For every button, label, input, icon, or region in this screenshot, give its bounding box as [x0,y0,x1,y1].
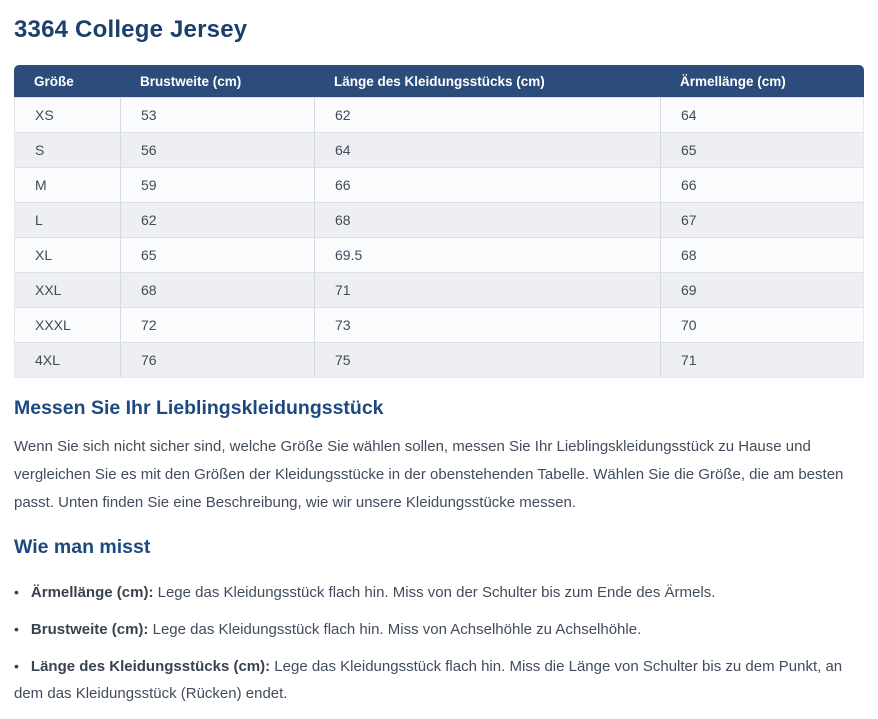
column-header-sleeve: Ärmellänge (cm) [660,65,864,97]
column-header-length: Länge des Kleidungsstücks (cm) [314,65,660,97]
bullet-icon: • [14,584,19,600]
size-table-body [14,97,864,378]
table-row [14,307,864,342]
table-header-row [14,65,864,97]
table-cell-size: 4XL [14,342,120,378]
table-row [14,167,864,202]
table-cell-sleeve: 70 [660,307,864,342]
table-row [14,237,864,272]
table-cell-size: XS [14,97,120,132]
table-cell-sleeve: 67 [660,202,864,237]
table-cell-sleeve: 66 [660,167,864,202]
table-cell-size: XXXL [14,307,120,342]
table-cell-length: 64 [314,132,660,167]
page-title: 3364 College Jersey [14,16,248,43]
table-row [14,272,864,307]
table-cell-size: S [14,132,120,167]
table-cell-chest: 72 [120,307,314,342]
list-item [14,653,864,707]
table-cell-chest: 59 [120,167,314,202]
table-row [14,342,864,378]
table-cell-length: 71 [314,272,660,307]
table-cell-chest: 56 [120,132,314,167]
table-row [14,202,864,237]
bullet-text: Lege das Kleidungsstück flach hin. Miss die Länge von Schulter bis zu dem Punkt, an dem das Kleidungsstück (Rücken) endet. [14,658,843,702]
size-table [14,65,864,378]
table-cell-length: 75 [314,342,660,378]
size-guide-page [0,16,878,707]
table-cell-sleeve: 69 [660,272,864,307]
list-item [14,579,864,606]
bullet-text: Lege das Kleidungsstück flach hin. Miss von Achselhöhle zu Achselhöhle. [148,621,642,638]
table-cell-size: XXL [14,272,120,307]
column-header-size: Größe [14,65,120,97]
list-item [14,616,864,643]
table-cell-size: M [14,167,120,202]
table-cell-chest: 65 [120,237,314,272]
table-cell-size: L [14,202,120,237]
table-cell-sleeve: 71 [660,342,864,378]
size-table-header [14,65,864,97]
table-cell-length: 68 [314,202,660,237]
bullet-icon: • [14,658,19,674]
column-header-chest: Brustweite (cm) [120,65,314,97]
table-cell-length: 62 [314,97,660,132]
measure-instructions-list [14,579,864,707]
table-cell-size: XL [14,237,120,272]
table-row [14,97,864,132]
table-cell-chest: 76 [120,342,314,378]
table-cell-sleeve: 65 [660,132,864,167]
how-to-measure-heading: Wie man misst [14,536,151,558]
table-cell-sleeve: 68 [660,237,864,272]
table-cell-sleeve: 64 [660,97,864,132]
measure-favorite-heading: Messen Sie Ihr Lieblingskleidungsstück [14,397,384,419]
table-row [14,132,864,167]
table-cell-length: 66 [314,167,660,202]
table-cell-length: 73 [314,307,660,342]
table-cell-length: 69.5 [314,237,660,272]
table-cell-chest: 53 [120,97,314,132]
table-cell-chest: 62 [120,202,314,237]
bullet-icon: • [14,621,19,637]
bullet-label: Brustweite (cm): [30,621,149,638]
bullet-label: Ärmellänge (cm): [30,584,154,601]
measure-description: Wenn Sie sich nicht sicher sind, welche Größe Sie wählen sollen, messen Sie Ihr Lieblingskleidungsstück zu Hause und vergleichen Sie es mit den Größen der Kleidungsstücke in der obenstehenden Tabelle. Wählen Sie die Größe, die am besten passt. Unten finden Sie eine Beschreibung, wie wir unsere Kleidungsstücke messen. [14,438,844,511]
bullet-label: Länge des Kleidungsstücks (cm): [30,658,271,675]
table-cell-chest: 68 [120,272,314,307]
bullet-text: Lege das Kleidungsstück flach hin. Miss von der Schulter bis zum Ende des Ärmels. [153,584,716,601]
